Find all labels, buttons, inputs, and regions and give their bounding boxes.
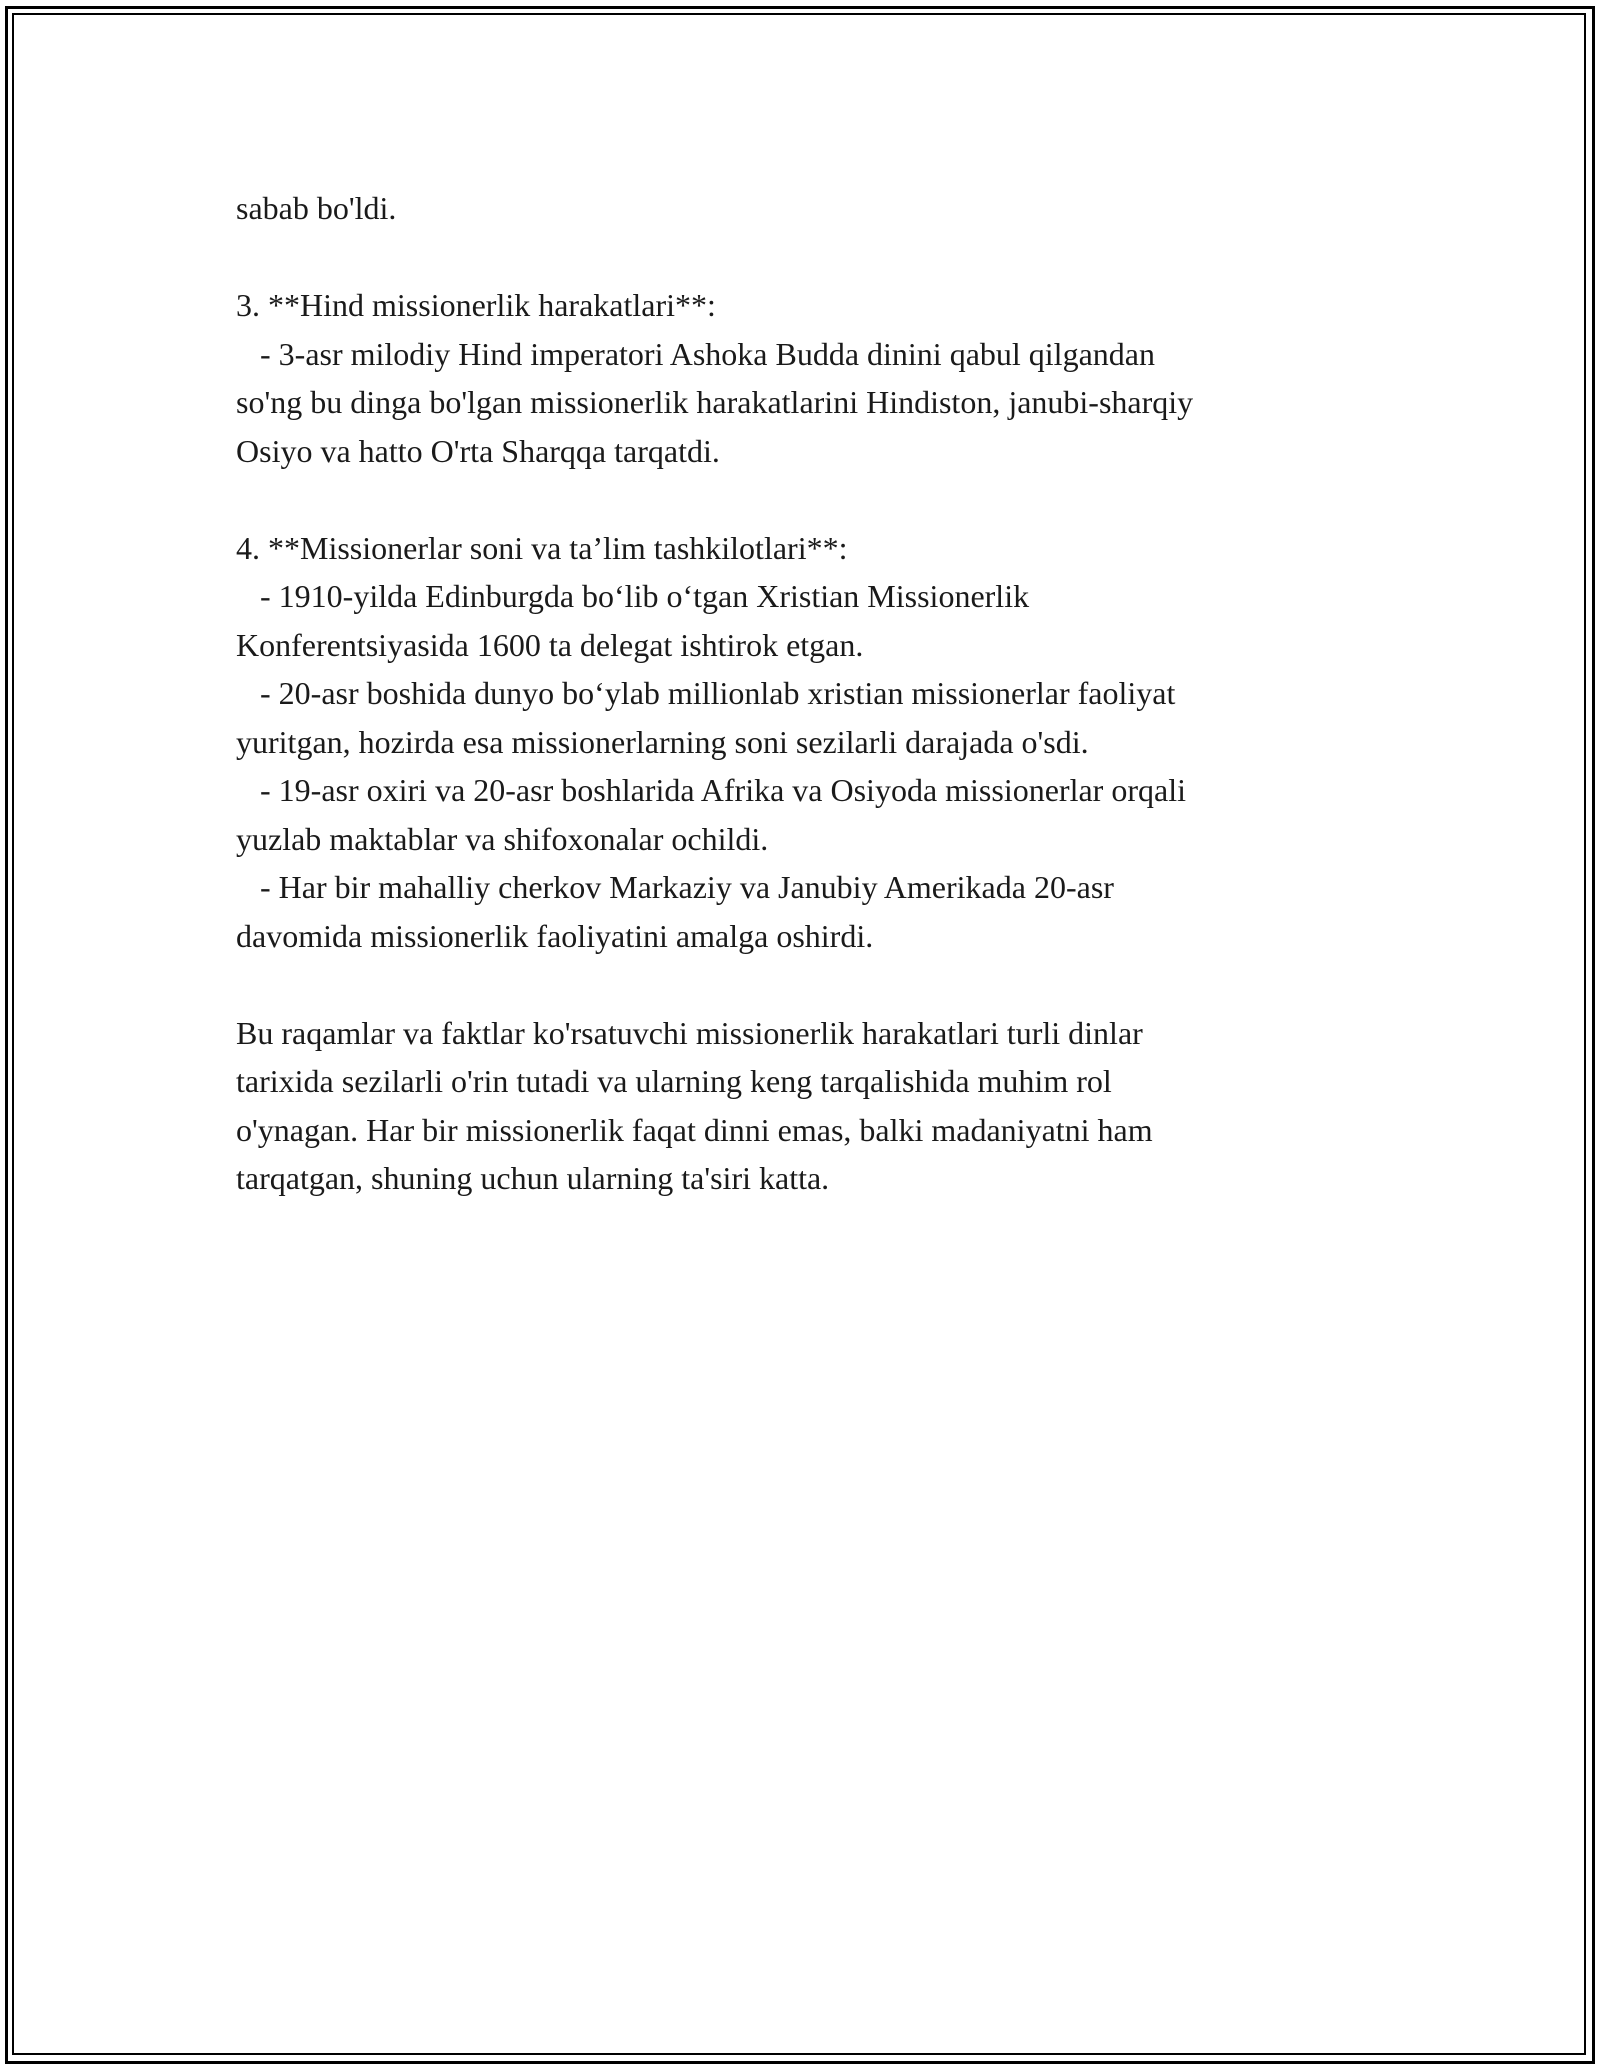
text-line: yuzlab maktablar va shifoxonalar ochildi. xyxy=(236,820,769,857)
text-line: - 19-asr oxiri va 20-asr boshlarida Afrika va Osiyoda missionerlar orqali xyxy=(236,772,1186,808)
conclusion-line: o'ynagan. Har bir missionerlik faqat dinni emas, balki madaniyatni ham xyxy=(236,1111,1153,1148)
text-line: - 1910-yilda Edinburgda bo‘lib o‘tgan Xristian Missionerlik xyxy=(236,578,1030,614)
text-line: - 3-asr milodiy Hind imperatori Ashoka Budda dinini qabul qilgandan xyxy=(236,335,1155,372)
text-line: sabab bo'ldi. xyxy=(236,190,397,226)
text-line: davomida missionerlik faoliyatini amalga oshirdi. xyxy=(236,917,874,954)
text-line: yuritgan, hozirda esa missionerlarning soni sezilarli darajada o'sdi. xyxy=(236,723,1089,760)
blank-line xyxy=(236,960,1386,1009)
conclusion-line: Bu raqamlar va faktlar ko'rsatuvchi missionerlik harakatlari turli dinlar xyxy=(236,1014,1143,1051)
conclusion-line: tarixida sezilarli o'rin tutadi va ularning keng tarqalishida muhim rol xyxy=(236,1063,1112,1099)
blank-line xyxy=(236,475,1386,524)
text-line: - 20-asr boshida dunyo bo‘ylab millionlab xristian missionerlar faoliyat xyxy=(236,675,1176,711)
section-3-heading: 3. **Hind missionerlik harakatlari**: xyxy=(236,287,716,323)
section-4-heading: 4. **Missionerlar soni va ta’lim tashkilotlari**: xyxy=(236,529,848,566)
blank-line xyxy=(236,233,1386,282)
text-line: so'ng bu dinga bo'lgan missionerlik harakatlarini Hindiston, janubi-sharqiy xyxy=(236,384,1194,420)
text-line: - Har bir mahalliy cherkov Markaziy va Janubiy Amerikada 20-asr xyxy=(236,869,1114,905)
conclusion-line: tarqatgan, shuning uchun ularning ta'siri katta. xyxy=(236,1160,830,1196)
text-line: Osiyo va hatto O'rta Sharqqa tarqatdi. xyxy=(236,432,720,469)
text-line: Konferentsiyasida 1600 ta delegat ishtirok etgan. xyxy=(236,626,864,663)
document-body xyxy=(236,184,1386,1203)
